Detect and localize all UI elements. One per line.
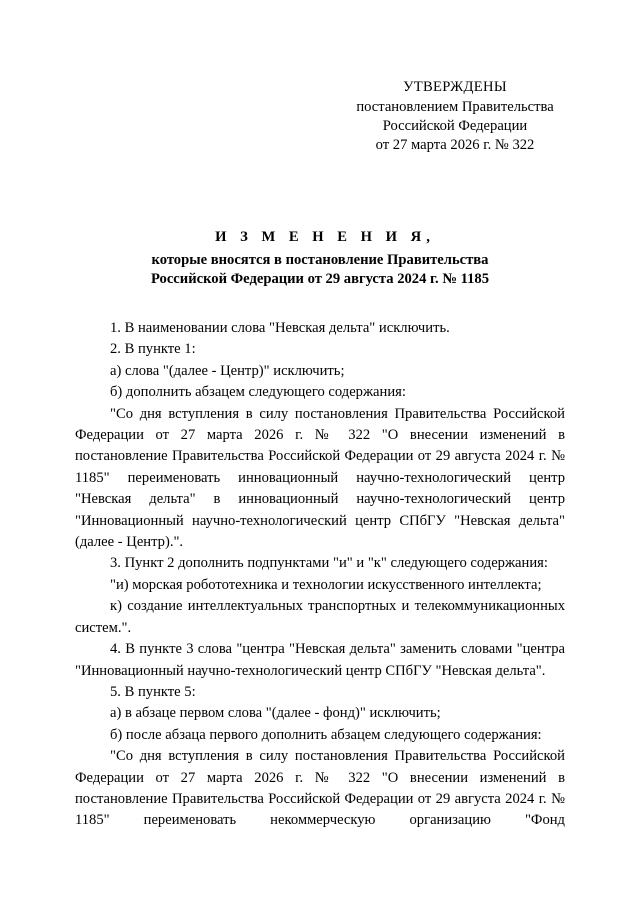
paragraph: а) слова "(далее - Центр)" исключить; (110, 362, 345, 379)
approval-line: постановлением Правительства (356, 99, 554, 115)
paragraph: к) создание интеллектуальных транспортных и телекоммуникационных систем.". (75, 598, 565, 636)
approval-line: от 27 марта 2026 г. № 322 (375, 137, 535, 153)
paragraph: а) в абзаце первом слова "(далее - фонд)" исключить; (110, 705, 441, 722)
paragraph: 5. В пункте 5: (110, 683, 196, 700)
paragraph: "Со дня вступления в силу постановления Правительства Российской Федерации от 27 марта 2026 г. № 322 "О внесении изменений в постановление Правительства Российской Федерации от 29 августа 2024 г. № 1185" переименовать инновационный научно-технологический центр "Невская дельта" в инновационный научно-технологический центр "Инновационный научно-технологический центр СПбГУ "Невская дельта" (далее - Центр).". (75, 405, 565, 551)
approval-line: Российской Федерации (382, 118, 528, 134)
paragraph: б) после абзаца первого дополнить абзацем следующего содержания: (110, 726, 542, 743)
title-caps: И З М Е Н Е Н И Я, (215, 229, 435, 245)
title-line: Российской Федерации от 29 августа 2024 г. № 1185 (150, 271, 490, 287)
approval-stamp (340, 78, 570, 155)
title-subtitle (0, 251, 640, 289)
paragraph: "и) морская робототехника и технологии искусственного интеллекта; (110, 576, 542, 593)
paragraph: 4. В пункте 3 слова "центра "Невская дельта" заменить словами "центра "Инновационный научно-технологический центр СПбГУ "Невская дельта". (75, 641, 565, 679)
paragraph: 2. В пункте 1: (110, 341, 196, 358)
approval-heading: УТВЕРЖДЕНЫ (403, 79, 507, 95)
paragraph: б) дополнить абзацем следующего содержания: (110, 384, 406, 401)
paragraph: "Со дня вступления в силу постановления Правительства Российской Федерации от 27 марта 2026 г. № 322 "О внесении изменений в постановление Правительства Российской Федерации от 29 августа 2024 г. № 1185" переименовать некоммерческую организацию "Фонд (75, 748, 565, 829)
paragraph: 3. Пункт 2 дополнить подпунктами "и" и "к" следующего содержания: (110, 555, 548, 572)
document-title (0, 227, 640, 289)
title-line: которые вносятся в постановление Правительства (151, 252, 489, 268)
paragraph: 1. В наименовании слова "Невская дельта" исключить. (110, 320, 450, 336)
document-body (75, 318, 565, 832)
